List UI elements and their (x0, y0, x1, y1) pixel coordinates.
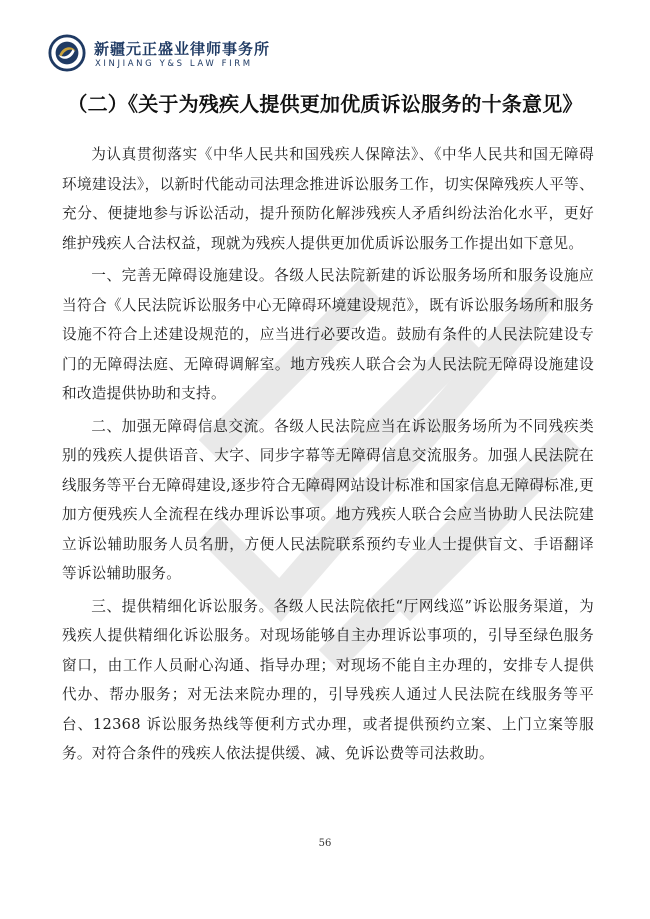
firm-name-en: XINJIANG Y&S LAW FIRM (95, 59, 253, 69)
page-number: 56 (318, 838, 332, 849)
firm-logo-icon (48, 34, 86, 72)
intro-paragraph: 为认真贯彻落实《中华人民共和国残疾人保障法》、《中华人民共和国无障碍环境建设法》，以新时代能动司法理念推进诉讼服务工作，切实保障残疾人平等、充分、便捷地参与诉讼活动，提升预防化解涉残疾人矛盾纠纷法治化水平，更好维护残疾人合法权益，现就为残疾人提供更加优质诉讼服务工作提出如下意见。 (62, 146, 594, 252)
item-2-paragraph: 二、加强无障碍信息交流。各级人民法院应当在诉讼服务场所为不同残疾类别的残疾人提供语音、大字、同步字幕等无障碍信息交流服务。加强人民法院在线服务等平台无障碍建设,逐步符合无障碍网站设计标准和国家信息无障碍标准,更加方便残疾人全流程在线办理诉讼事项。地方残疾人联合会应当协助人民法院建立诉讼辅助服务人员名册，方便人民法院联系预约专业人士提供盲文、手语翻译等诉讼辅助服务。 (62, 417, 594, 582)
item-1-paragraph: 一、完善无障碍设施建设。各级人民法院新建的诉讼服务场所和服务设施应当符合《人民法院诉讼服务中心无障碍环境建设规范》，既有诉讼服务场所和服务设施不符合上述建设规范的，应当进行必要改造。鼓励有条件的人民法院建设专门的无障碍法庭、无障碍调解室。地方残疾人联合会为人民法院无障碍设施建设和改造提供协助和支持。 (62, 267, 594, 402)
item-3-paragraph: 三、提供精细化诉讼服务。各级人民法院依托“厅网线巡”诉讼服务渠道，为残疾人提供精细化诉讼服务。对现场能够自主办理诉讼事项的，引导至绿色服务窗口，由工作人员耐心沟通、指导办理；对现场不能自主办理的，安排专人提供代办、帮办服务；对无法来院办理的，引导残疾人通过人民法院在线服务等平台、12368 诉讼服务热线等便利方式办理，或者提供预约立案、上门立案等服务。对符合条件的残疾人依法提供缓、减、免诉讼费等司法救助。 (62, 597, 594, 762)
document-body (62, 140, 594, 772)
letterhead (48, 32, 608, 78)
section-title: （二）《关于为残疾人提供更加优质诉讼服务的十条意见》 (67, 92, 583, 116)
firm-name-cn: 新疆元正盛业律师事务所 (94, 40, 271, 58)
